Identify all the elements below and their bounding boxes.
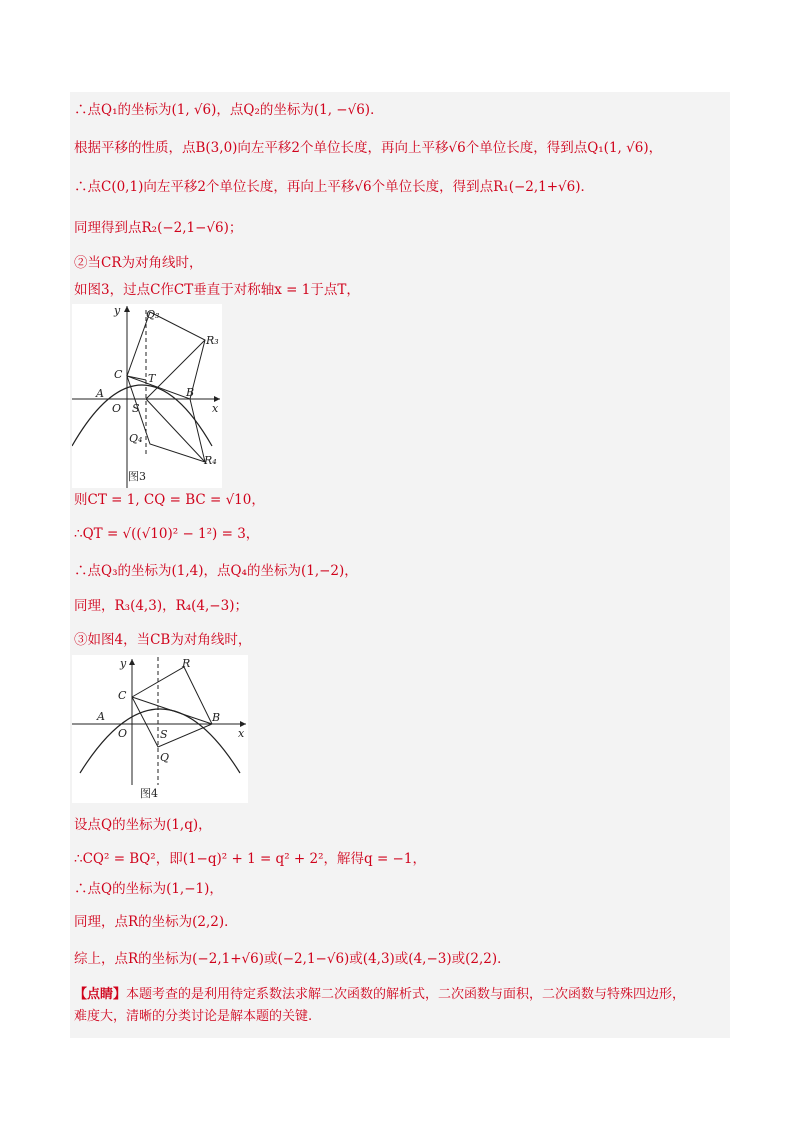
text-line-6: 如图3，过点C作CT垂直于对称轴x = 1于点T， xyxy=(74,282,360,298)
comment-line-1 xyxy=(74,985,685,1005)
label-x: x xyxy=(212,402,219,415)
text-line-9: ∴点Q₃的坐标为(1,4)，点Q₄的坐标为(1,−2)， xyxy=(74,563,358,579)
text-line-15: 同理，点R的坐标为(2,2)． xyxy=(74,914,238,930)
text-line-11: ③如图4，当CB为对角线时， xyxy=(74,632,252,648)
label-x: x xyxy=(238,727,245,740)
comment-line-2: 难度大，清晰的分类讨论是解本题的关键. xyxy=(74,1009,313,1024)
label-q: Q xyxy=(160,751,170,764)
text-line-1: ∴点Q₁的坐标为(1, √6)，点Q₂的坐标为(1, −√6)． xyxy=(74,102,384,118)
text-line-4: 同理得到点R₂(−2,1−√6)； xyxy=(74,220,243,236)
label-a: A xyxy=(96,387,104,400)
text-line-3: ∴点C(0,1)向左平移2个单位长度，再向上平移√6个单位长度，得到点R₁(−2,1+√6)． xyxy=(74,179,595,195)
label-y: y xyxy=(114,304,121,317)
label-r: R xyxy=(182,657,191,670)
label-t: T xyxy=(148,372,156,385)
label-r4: R₄ xyxy=(204,454,217,467)
label-b: B xyxy=(186,386,195,399)
figure-3 xyxy=(72,304,222,488)
y-axis-arrow-icon xyxy=(129,659,135,665)
text-line-16: 综上，点R的坐标为(−2,1+√6)或(−2,1−√6)或(4,3)或(4,−3)或(2,2)． xyxy=(74,951,511,967)
comment-tag: 【点睛】 xyxy=(74,987,127,1002)
figure-4 xyxy=(72,655,248,803)
quadrilateral-cqbr xyxy=(132,667,212,747)
text-line-2: 根据平移的性质，点B(3,0)向左平移2个单位长度，再向上平移√6个单位长度，得到点Q₁(1, √6)， xyxy=(74,140,663,156)
text-line-12: 设点Q的坐标为(1,q)， xyxy=(74,817,212,833)
figure-4-caption: 图4 xyxy=(140,787,158,800)
label-o: O xyxy=(118,727,128,740)
segment-sr3 xyxy=(146,340,205,399)
label-q3: Q₃ xyxy=(146,308,160,321)
label-r3: R₃ xyxy=(206,334,219,347)
text-line-13: ∴CQ² = BQ²，即(1−q)² + 1 = q² + 2²，解得q = −1， xyxy=(74,851,426,867)
figure-3-caption: 图3 xyxy=(128,470,146,483)
label-s: S xyxy=(132,402,140,415)
text-line-5: ②当CR为对角线时， xyxy=(74,255,203,271)
y-axis-arrow-icon xyxy=(124,306,130,312)
label-c: C xyxy=(114,368,123,381)
text-line-10: 同理，R₃(4,3)，R₄(4,−3)； xyxy=(74,598,248,614)
comment-text-1: 本题考查的是利用待定系数法求解二次函数的解析式，二次函数与面积，二次函数与特殊四边形， xyxy=(126,987,686,1002)
label-s: S xyxy=(160,728,168,741)
label-a: A xyxy=(97,710,105,723)
text-line-14: ∴点Q的坐标为(1,−1)， xyxy=(74,881,223,897)
label-c: C xyxy=(118,689,127,702)
label-y: y xyxy=(120,657,127,670)
label-q4: Q₄ xyxy=(129,432,143,445)
text-line-8: ∴QT = √((√10)² − 1²) = 3， xyxy=(74,526,260,542)
label-b: B xyxy=(212,711,221,724)
text-line-7: 则CT = 1, CQ = BC = √10， xyxy=(74,492,265,508)
label-o: O xyxy=(112,402,122,415)
